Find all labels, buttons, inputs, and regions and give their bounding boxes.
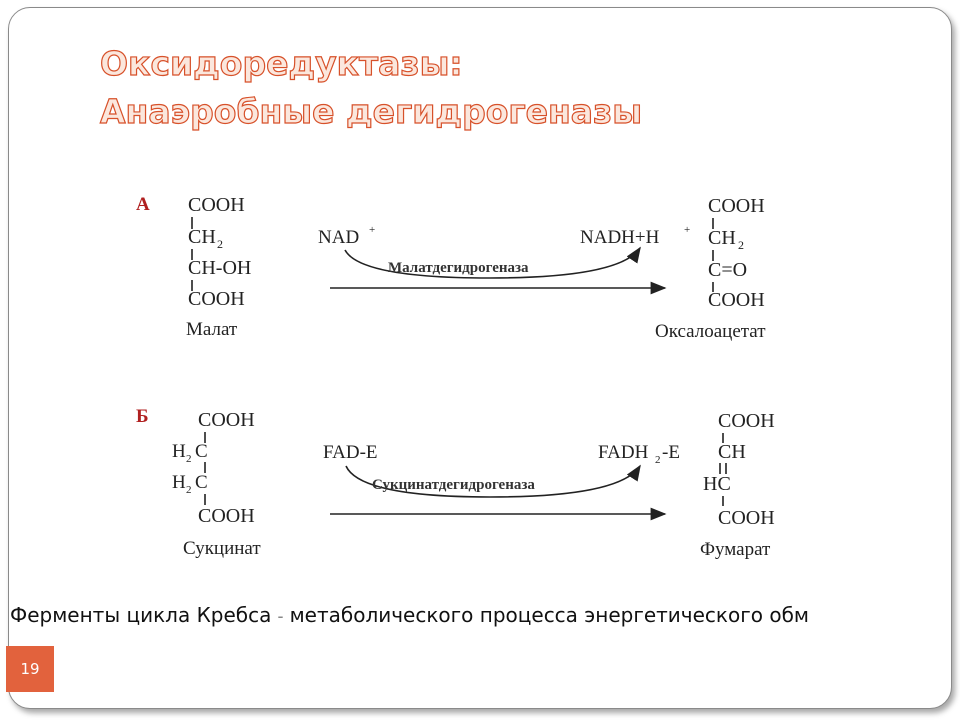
fumarate-name: Фумарат [700, 539, 771, 560]
nadh-superscript: + [684, 224, 691, 236]
footnote [10, 603, 942, 627]
page-number: 19 [20, 660, 40, 678]
oxaloacetate-line-4: COOH [708, 289, 765, 311]
reaction-a-label: А [136, 194, 150, 215]
fumarate-line-4: COOH [718, 507, 775, 529]
fumarate-line-3: HC [703, 473, 731, 495]
fad-label: FAD-E [323, 442, 378, 463]
fadh2-label-main: FADH [598, 442, 649, 463]
footnote-dash: – [277, 610, 284, 623]
malate-line-4: COOH [188, 288, 245, 310]
succinate-c-1: C [195, 441, 208, 462]
reaction-b-label: Б [136, 406, 149, 427]
malate-dehydrogenase-label: Малатдегидрогеназа [388, 260, 529, 276]
malate-structure [186, 194, 251, 340]
oxaloacetate-structure [655, 195, 766, 342]
oxaloacetate-name: Оксалоацетат [655, 321, 766, 342]
succinate-sub-1: 2 [186, 453, 192, 465]
oxaloacetate-line-1: COOH [708, 195, 765, 217]
fumarate-line-1: COOH [718, 410, 775, 432]
succinate-name: Сукцинат [183, 538, 261, 559]
succinate-dehydrogenase-label: Сукцинатдегидрогеназа [372, 477, 535, 493]
fadh2-label-suffix: -E [662, 442, 680, 463]
malate-line-1: COOH [188, 194, 245, 216]
succinate-structure [172, 409, 261, 559]
fumarate-structure [700, 410, 775, 560]
nadh-label: NADH+H [580, 227, 660, 248]
succinate-h-2: H [172, 472, 186, 493]
title-line-2: Анаэробные дегидрогеназы [100, 92, 643, 131]
title-line-1: Оксидоредуктазы: [100, 44, 463, 83]
oxaloacetate-line-3: C=O [708, 259, 748, 281]
oxaloacetate-subscript: 2 [738, 238, 744, 252]
succinate-sub-2: 2 [186, 484, 192, 496]
oxaloacetate-line-2: CH [708, 227, 736, 249]
malate-subscript: 2 [217, 237, 223, 251]
succinate-c-2: C [195, 472, 208, 493]
nad-label: NAD [318, 227, 360, 248]
malate-line-3: CH-OH [188, 257, 252, 279]
malate-line-2: CH [188, 226, 216, 248]
fumarate-line-2: CH [718, 441, 746, 463]
fadh2-subscript: 2 [655, 454, 661, 466]
footnote-text-after: метаболического процесса энергетического обм [289, 603, 810, 627]
succinate-line-1: COOH [198, 409, 255, 431]
nad-superscript: + [369, 224, 376, 236]
page-number-badge [6, 646, 54, 692]
malate-name: Малат [186, 319, 238, 340]
succinate-h-1: H [172, 441, 186, 462]
footnote-text-before: Ферменты цикла Кребса [10, 603, 272, 627]
succinate-line-6: COOH [198, 505, 255, 527]
